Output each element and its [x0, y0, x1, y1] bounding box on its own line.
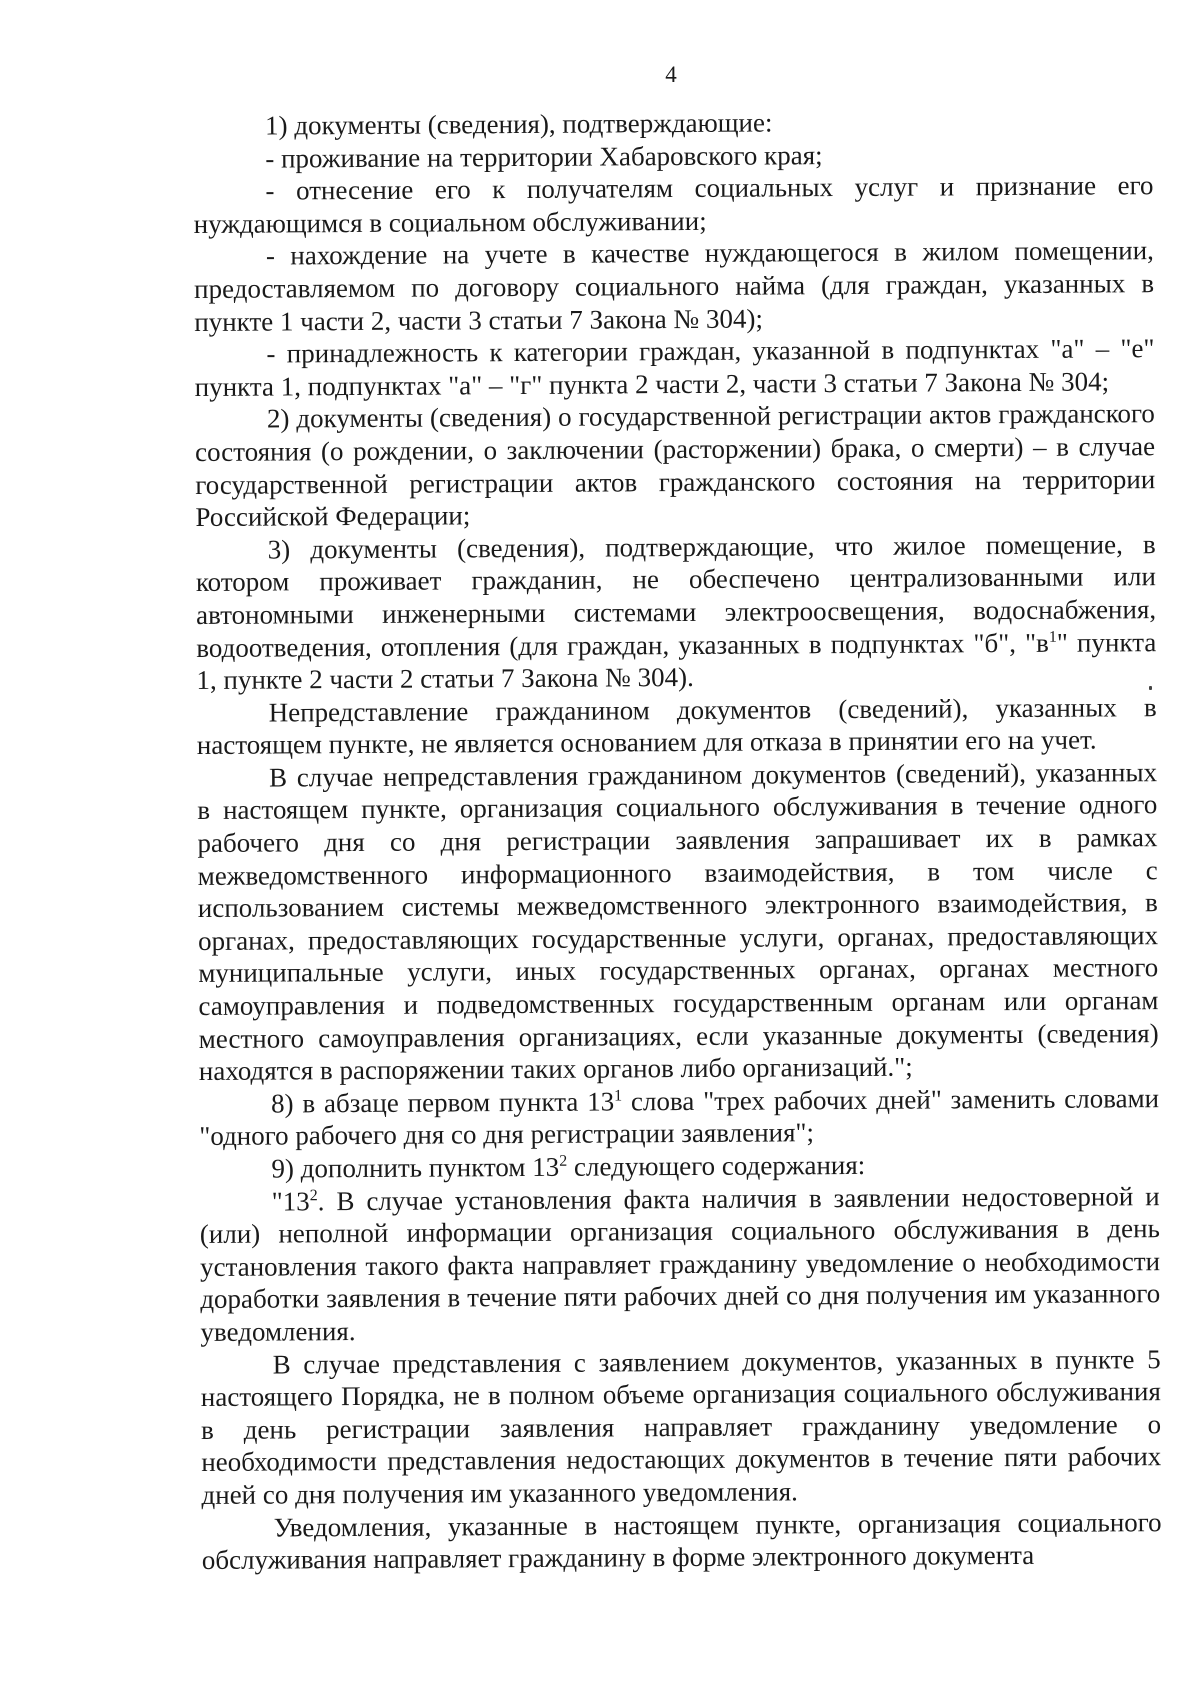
- paragraph-text: "13: [271, 1185, 310, 1217]
- paragraph-non-submission: Непредставление гражданином документов (сведений), указанных в настоящем пункте, не является основанием для отказа в принятии его на учет.: [196, 691, 1157, 761]
- paragraph-text: 9) дополнить пунктом 13: [271, 1151, 560, 1184]
- paragraph-amendment-8: [199, 1082, 1159, 1153]
- paragraph-social-services-recipient: - отнесение его к получателям социальных услуг и признание его нуждающимся в социальном обслуживании;: [193, 170, 1154, 239]
- paragraph-interagency-request: В случае непредставления гражданином документов (сведений), указанных в настоящем пункте, организация социального обслуживания в течение одного рабочего дня со дня регистрации заявления запрашивает их в рамках межведомственного информационного взаимодействия, в том числе с использованием системы межведомственного электронного взаимодействия, в органах, предоставляющих государственные услуги, органах, предоставляющих муниципальные услуги, иных государственных органах, органах местного самоуправления и подведомственных государственным органам или органам местного самоуправления организациях, если указанные документы (сведения) находятся в распоряжении таких органов либо организаций.";: [197, 756, 1159, 1087]
- scan-speck: [1149, 686, 1152, 690]
- paragraph-item-2-civil-status: 2) документы (сведения) о государственной регистрации актов гражданского состояния (о рождении, о заключении (расторжении) брака, о смерти) – в случае государственной регистрации актов гражданского состояния на территории Российской Федерации;: [194, 398, 1156, 533]
- paragraph-housing-registration: - нахождение на учете в качестве нуждающегося в жилом помещении, предоставляемом по договору социального найма (для граждан, указанных в пункте 1 части 2, части 3 статьи 7 Закона № 304);: [194, 235, 1155, 337]
- paragraph-text: слова "трех рабочих дней" заменить словами "одного рабочего дня со дня регистрации заявления";: [199, 1082, 1160, 1152]
- document-body: [193, 104, 1162, 1577]
- page-number: 4: [665, 62, 677, 87]
- paragraph-text: следующего содержания:: [567, 1149, 866, 1182]
- paragraph-item-3-engineering-systems: [196, 528, 1157, 697]
- paragraph-notifications: Уведомления, указанные в настоящем пункте, организация социального обслуживания направляет гражданину в форме электронного документа: [201, 1506, 1162, 1576]
- paragraph-residence: - проживание на территории Хабаровского края;: [265, 139, 823, 174]
- paragraph-citizen-category: - принадлежность к категории граждан, указанной в подпунктах "а" – "е" пункта 1, подпунктах "а" – "г" пункта 2 части 2, части 3 статьи 7 Закона № 304;: [194, 333, 1155, 402]
- paragraph-clause-13-2: [200, 1180, 1161, 1349]
- paragraph-item-1-documents: 1) документы (сведения), подтверждающие:: [265, 107, 773, 141]
- paragraph-text: 8) в абзаце первом пункта 13: [270, 1086, 615, 1119]
- superscript: 2: [559, 1152, 568, 1170]
- superscript: 1: [1048, 628, 1057, 646]
- superscript: 1: [614, 1087, 623, 1105]
- superscript: 2: [309, 1186, 318, 1204]
- paragraph-text: 3) документы (сведения), подтверждающие, что жилое помещение, в котором проживает гражданин, не обеспечено централизованными или автономными инженерными системами электроосвещения, водоснабжения, водоотведения, отопления (для граждан, указанных в подпунктах "б", "в: [195, 528, 1157, 663]
- paragraph-text: " пункта 1, пункте 2 части 2 статьи 7 Закона № 304).: [196, 626, 1157, 696]
- paragraph-incomplete-documents: В случае представления с заявлением документов, указанных в пункте 5 настоящего Порядка, не в полном объеме организация социального обслуживания в день регистрации заявления направляет гражданину уведомление о необходимости представления недостающих документов в течение пяти рабочих дней со дня получения им указанного уведомления.: [200, 1343, 1162, 1510]
- paragraph-text: . В случае установления факта наличия в заявлении недостоверной и (или) неполной информации организация социального обслуживания в день установления такого факта направляет гражданину уведомление о необходимости доработки заявления в течение пяти рабочих дней со дня получения им указанного уведомления.: [199, 1180, 1161, 1347]
